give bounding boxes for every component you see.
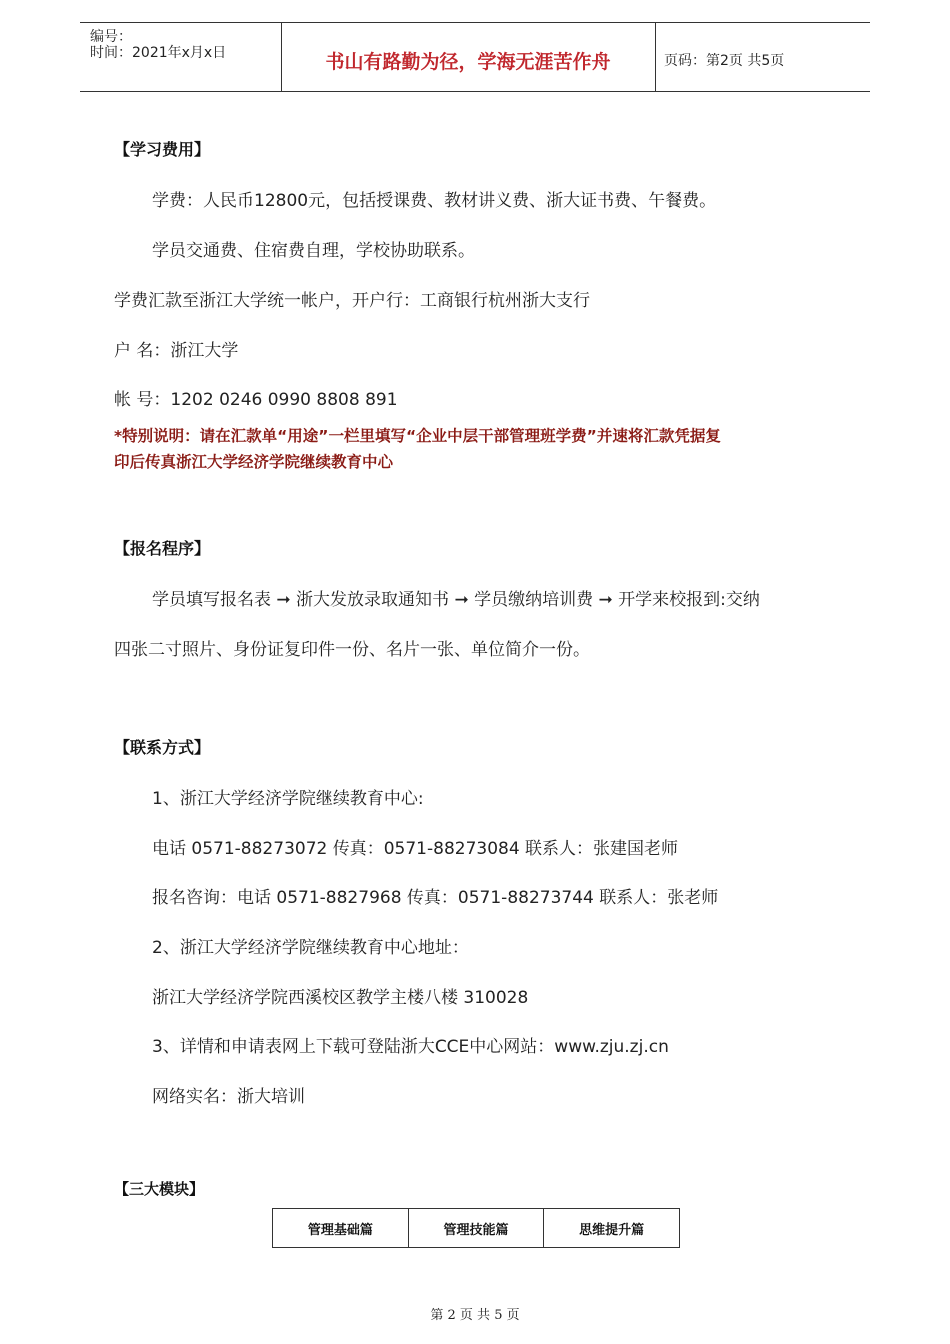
fees-special-note: *特别说明：请在汇款单“用途”一栏里填写“企业中层干部管理班学费”并速将汇款凭据复 bbox=[114, 427, 721, 445]
signup-heading: 【报名程序】 bbox=[114, 539, 211, 558]
modules-heading: 【三大模块】 bbox=[114, 1180, 205, 1198]
page-footer: 第 2 页 共 5 页 bbox=[430, 1308, 520, 1323]
signup-steps: 学员填写报名表 ➞ 浙大发放录取通知书 ➞ 学员缴纳培训费 ➞ 开学来校报到:交纳 bbox=[152, 590, 760, 610]
contact-heading: 【联系方式】 bbox=[114, 738, 211, 757]
contact-phone: 电话 0571-88273072 传真：0571-88273084 联系人：张建国老师 bbox=[152, 839, 679, 859]
module-cell: 思维提升篇 bbox=[579, 1222, 645, 1238]
fees-bank: 学费汇款至浙江大学统一帐户，开户行：工商银行杭州浙大支行 bbox=[114, 291, 590, 311]
header-motto: 书山有路勤为径，学海无涯苦作舟 bbox=[325, 51, 611, 73]
time-label: 时间：2021年x月x日 bbox=[90, 45, 227, 61]
contact-enquiry: 报名咨询：电话 0571-8827968 传真：0571-88273744 联系人：张老师 bbox=[152, 888, 719, 908]
fees-account-number: 帐 号：1202 0246 0990 8808 891 bbox=[114, 390, 398, 410]
fees-special-note-cont: 印后传真浙江大学经济学院继续教育中心 bbox=[114, 453, 394, 471]
contact-address-label: 2、浙江大学经济学院继续教育中心地址： bbox=[152, 938, 469, 958]
fees-tuition: 学费：人民币12800元，包括授课费、教材讲义费、浙大证书费、午餐费。 bbox=[152, 191, 717, 211]
contact-center: 1、浙江大学经济学院继续教育中心: bbox=[152, 789, 424, 809]
module-cell: 管理技能篇 bbox=[409, 1209, 545, 1247]
signup-materials: 四张二寸照片、身份证复印件一份、名片一张、单位简介一份。 bbox=[114, 640, 590, 660]
serial-label: 编号： bbox=[90, 29, 132, 45]
fees-account-name: 户 名：浙江大学 bbox=[114, 341, 239, 361]
header-page-number: 页码：第2页 共5页 bbox=[664, 53, 785, 69]
page-header bbox=[80, 22, 870, 92]
header-divider bbox=[655, 23, 656, 91]
modules-table bbox=[272, 1208, 680, 1248]
module-cell: 管理基础篇 bbox=[273, 1209, 409, 1247]
fees-expenses: 学员交通费、住宿费自理，学校协助联系。 bbox=[152, 241, 475, 261]
fees-heading: 【学习费用】 bbox=[114, 140, 211, 159]
contact-address: 浙江大学经济学院西溪校区教学主楼八楼 310028 bbox=[152, 988, 529, 1008]
header-meta bbox=[90, 29, 226, 61]
contact-net-name: 网络实名：浙大培训 bbox=[152, 1087, 305, 1107]
contact-website: 3、详情和申请表网上下载可登陆浙大CCE中心网站：www.zju.zj.cn bbox=[152, 1037, 669, 1057]
